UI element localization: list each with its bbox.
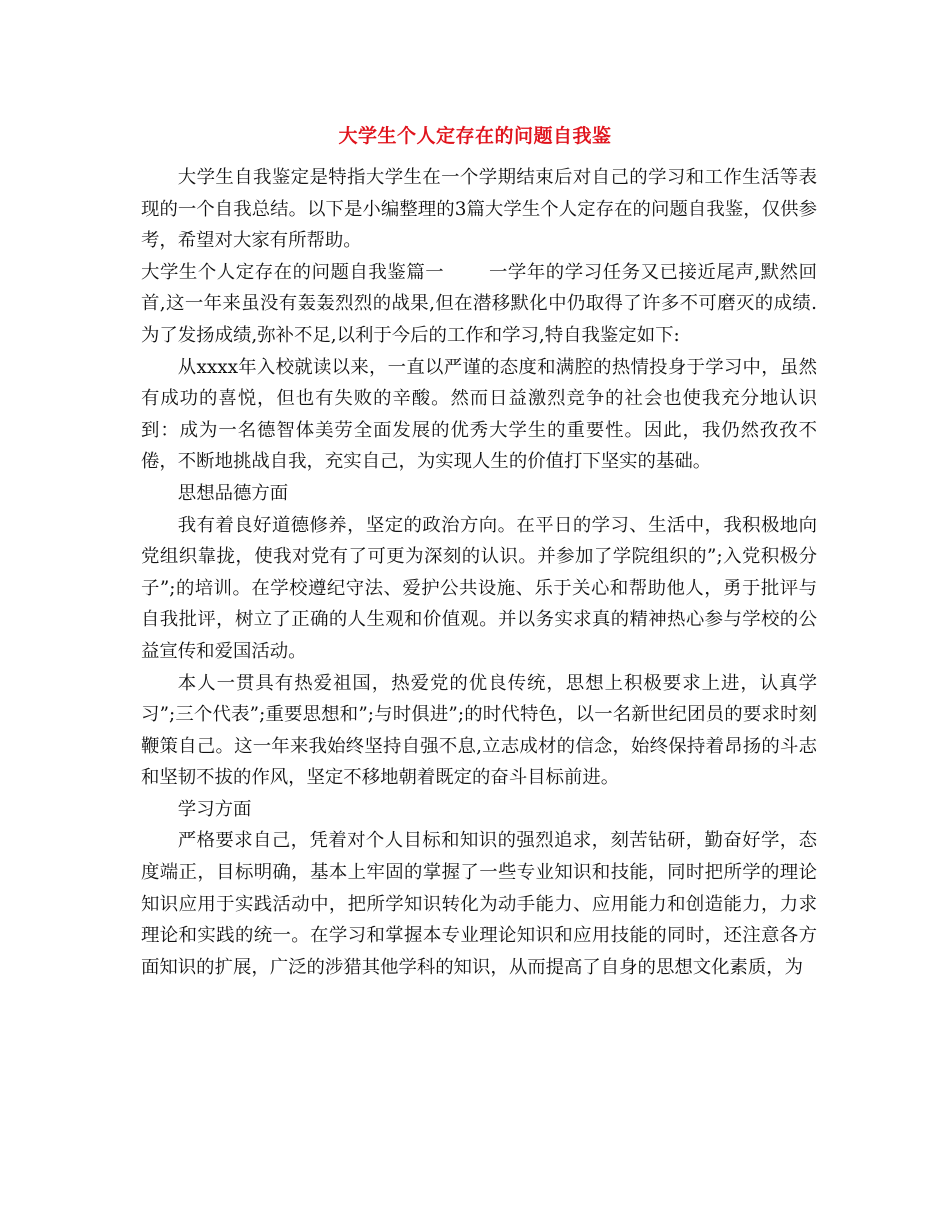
section-label: 大学生个人定存在的问题自我鉴篇一 <box>141 261 445 283</box>
moral-paragraph-1: 我有着良好道德修养，坚定的政治方向。在平日的学习、生活中，我积极地向党组织靠拢，使我对党有了可更为深刻的认识。并参加了学院组织的”;入党积极分子”;的培训。在学校遵纪守法、爱护公共设施、乐于关心和帮助他人，勇于批评与自我批评，树立了正确的人生观和价值观。并以务实求真的精神热心参与学校的公益宣传和爱国活动。 <box>141 514 817 662</box>
document-body <box>141 162 817 983</box>
moral-heading: 思想品德方面 <box>177 482 289 504</box>
study-heading: 学习方面 <box>177 798 252 820</box>
intro-paragraph: 大学生自我鉴定是特指大学生在一个学期结束后对自己的学习和工作生活等表现的一个自我总结。以下是小编整理的3篇大学生个人定存在的问题自我鉴，仅供参考，希望对大家有所帮助。 <box>141 167 817 252</box>
section-paragraph <box>141 257 817 352</box>
school-paragraph: 从xxxx年入校就读以来，一直以严谨的态度和满腔的热情投身于学习中，虽然有成功的喜悦，但也有失败的辛酸。然而日益激烈竞争的社会也使我充分地认识到：成为一名德智体美劳全面发展的优秀大学生的重要性。因此，我仍然孜孜不倦，不断地挑战自我，充实自己，为实现人生的价值打下坚实的基础。 <box>141 356 817 473</box>
moral-paragraph-2: 本人一贯具有热爱祖国，热爱党的优良传统，思想上积极要求上进，认真学习”;三个代表”;重要思想和”;与时俱进”;的时代特色，以一名新世纪团员的要求时刻鞭策自己。这一年来我始终坚持自强不息,立志成材的信念，始终保持着昂扬的斗志和坚韧不拔的作风，坚定不移地朝着既定的奋斗目标前进。 <box>141 672 817 789</box>
study-paragraph: 严格要求自己，凭着对个人目标和知识的强烈追求，刻苦钻研，勤奋好学，态度端正，目标明确，基本上牢固的掌握了一些专业知识和技能，同时把所学的理论知识应用于实践活动中，把所学知识转化为动手能力、应用能力和创造能力，力求理论和实践的统一。在学习和掌握本专业理论知识和应用技能的同时，还注意各方面知识的扩展，广泛的涉猎其他学科的知识，从而提高了自身的思想文化素质，为 <box>141 830 817 978</box>
section-opening: 一学年的学习任务又已接近尾声,默然回首,这一年来虽没有轰轰烈烈的战果,但在潜移默化中仍取得了许多不可磨灭的成绩.为了发扬成绩,弥补不足,以利于今后的工作和学习,特自我鉴定如下: <box>141 261 817 346</box>
document-title: 大学生个人定存在的问题自我鉴 <box>338 125 612 147</box>
